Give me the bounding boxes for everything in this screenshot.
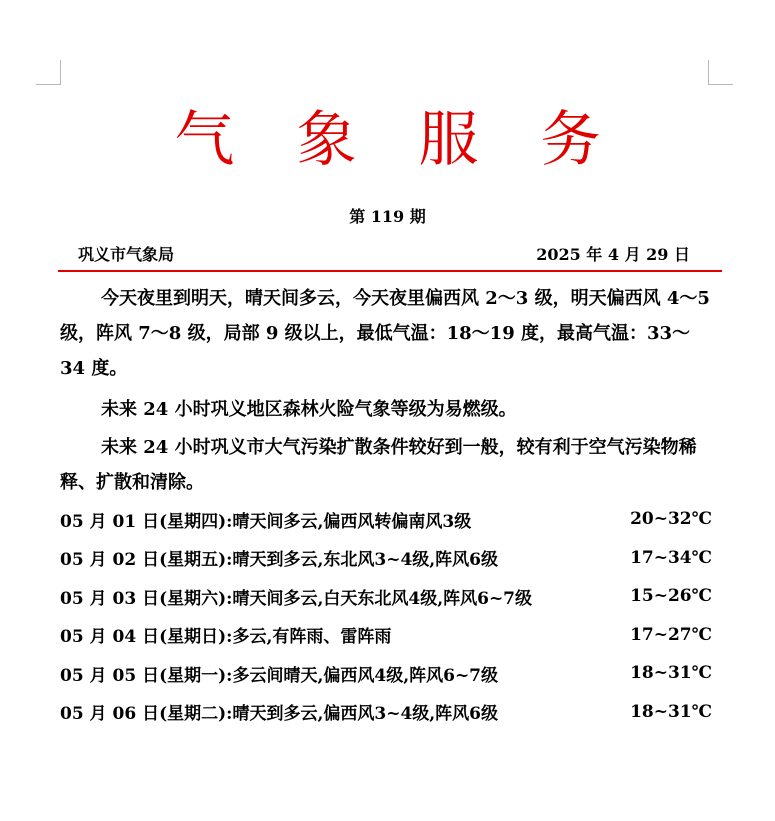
issue-number: 第 119 期 <box>349 207 426 226</box>
forecast-paragraph-fire-risk: 未来 24 小时巩义地区森林火险气象等级为易燃级。 <box>101 399 517 420</box>
forecast-day: 05 月 05 日(星期一) <box>60 665 227 686</box>
page-corner-mark-left <box>36 60 61 85</box>
forecast-temp: 15~26℃ <box>630 586 712 607</box>
forecast-row <box>60 577 712 616</box>
forecast-row <box>60 654 712 693</box>
forecast-line <box>60 545 498 570</box>
daily-forecast-list <box>60 500 712 731</box>
forecast-temp: 18~31℃ <box>630 663 712 684</box>
issuing-bureau: 巩义市气象局 <box>78 245 175 264</box>
forecast-line <box>60 661 498 686</box>
forecast-temp: 18~31℃ <box>630 701 712 722</box>
forecast-desc: :多云,有阵雨、雷阵雨 <box>226 627 392 648</box>
forecast-desc: :晴天间多云,白天东北风4级,阵风6~7级 <box>226 588 533 609</box>
forecast-temp: 17~34℃ <box>630 547 712 568</box>
document-title: 气象服务 <box>174 105 663 175</box>
forecast-desc: :晴天间多云,偏西风转偏南风3级 <box>226 511 472 532</box>
forecast-row <box>60 693 712 732</box>
forecast-day: 05 月 02 日(星期五) <box>60 550 227 571</box>
forecast-row <box>60 500 712 539</box>
issue-date: 2025 年 4 月 29 日 <box>536 245 690 264</box>
page-corner-mark-right <box>708 60 733 85</box>
forecast-day: 05 月 06 日(星期二) <box>60 704 227 725</box>
forecast-day: 05 月 03 日(星期六) <box>60 588 227 609</box>
forecast-paragraph-general: 今天夜里到明天，晴天间多云，今天夜里偏西风 2～3 级，明天偏西风 4～5 级，阵风 7～8 级，局部 9 级以上，最低气温：18～19 度，最高气温：33～34 度。 <box>60 288 710 379</box>
forecast-desc: :多云间晴天,偏西风4级,阵风6~7级 <box>226 665 499 686</box>
forecast-line <box>60 699 498 724</box>
meta-row <box>78 244 690 266</box>
forecast-line <box>60 622 391 647</box>
forecast-line <box>60 507 471 532</box>
forecast-desc: :晴天到多云,东北风3~4级,阵风6级 <box>226 550 499 571</box>
forecast-temp: 20~32℃ <box>630 509 712 530</box>
red-divider <box>58 270 722 272</box>
forecast-row <box>60 616 712 655</box>
forecast-day: 05 月 04 日(星期日) <box>60 627 227 648</box>
forecast-temp: 17~27℃ <box>630 624 712 645</box>
forecast-line <box>60 584 532 609</box>
forecast-desc: :晴天到多云,偏西风3~4级,阵风6级 <box>226 704 499 725</box>
forecast-paragraph-air-quality: 未来 24 小时巩义市大气污染扩散条件较好到一般，较有利于空气污染物稀释、扩散和清除。 <box>60 437 697 493</box>
forecast-row <box>60 539 712 578</box>
forecast-day: 05 月 01 日(星期四) <box>60 511 227 532</box>
